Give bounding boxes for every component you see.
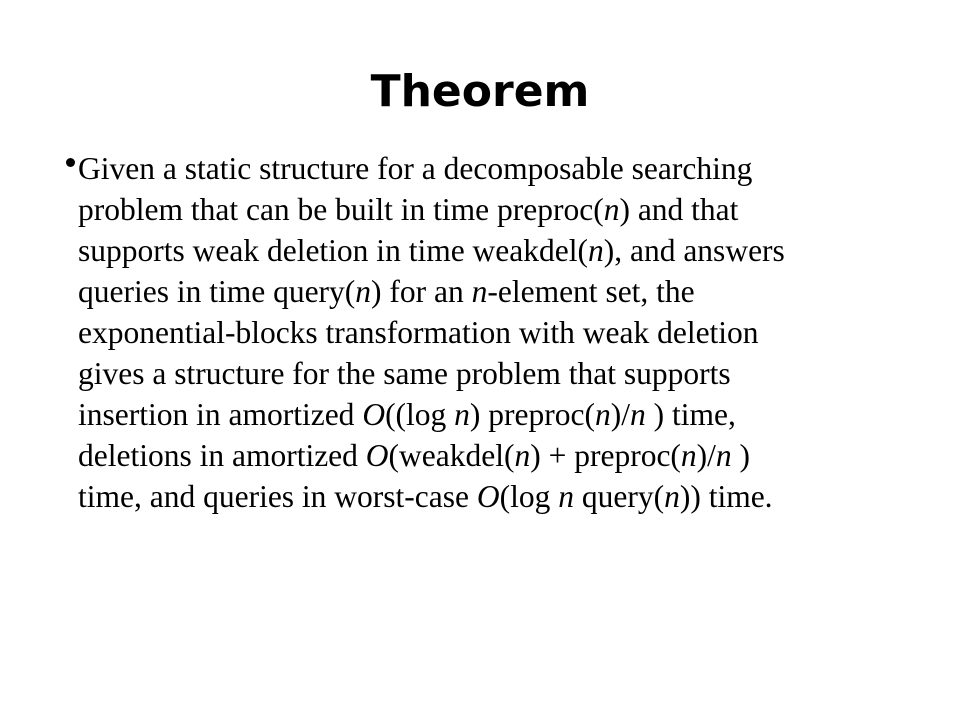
text-run: )/ xyxy=(610,397,630,432)
text-run: ) preproc( xyxy=(469,397,595,432)
theorem-statement xyxy=(72,148,926,517)
math-variable: n xyxy=(514,438,531,473)
bullet-item xyxy=(66,148,926,517)
text-run: -element set, the xyxy=(487,274,695,309)
math-variable: n xyxy=(454,397,470,432)
statement-line xyxy=(72,148,926,189)
text-run: exponential-blocks transformation with weak deletion xyxy=(78,315,759,350)
text-run: problem that can be built in time preproc( xyxy=(78,192,604,227)
math-variable: O xyxy=(476,479,500,514)
text-run: ) + preproc( xyxy=(530,438,681,473)
text-run: (weakdel( xyxy=(388,438,515,473)
statement-line xyxy=(72,435,926,476)
statement-line xyxy=(72,271,926,312)
text-run: query( xyxy=(574,479,665,514)
slide-title: Theorem xyxy=(370,66,590,117)
text-run: ((log xyxy=(385,397,455,432)
math-variable: n xyxy=(471,274,488,309)
text-run: insertion in amortized xyxy=(78,397,363,432)
text-run: Given a static structure for a decomposable searching xyxy=(78,151,753,186)
statement-line xyxy=(72,230,926,271)
math-variable: n xyxy=(680,438,697,473)
text-run: ) for an xyxy=(371,274,472,309)
math-variable: n xyxy=(355,274,372,309)
math-variable: n xyxy=(594,397,611,432)
statement-line xyxy=(72,353,926,394)
math-variable: O xyxy=(362,397,386,432)
text-run: gives a structure for the same problem that supports xyxy=(78,356,731,391)
math-variable: n xyxy=(558,479,574,514)
statement-line xyxy=(72,394,926,435)
text-run: supports weak deletion in time weakdel( xyxy=(78,233,588,268)
math-variable: n xyxy=(603,192,620,227)
text-run: ) time, xyxy=(645,397,736,432)
math-variable: n xyxy=(629,397,646,432)
math-variable: n xyxy=(664,479,680,514)
text-run: )/ xyxy=(696,438,716,473)
math-variable: O xyxy=(365,438,389,473)
text-run: time, and queries in worst-case xyxy=(78,479,477,514)
math-variable: n xyxy=(587,233,604,268)
statement-line xyxy=(72,476,926,517)
text-run: deletions in amortized xyxy=(78,438,366,473)
text-run: ), and answers xyxy=(603,233,785,268)
text-run: ) xyxy=(731,438,751,473)
statement-line xyxy=(72,189,926,230)
text-run: queries in time query( xyxy=(78,274,356,309)
text-run: (log xyxy=(499,479,559,514)
text-run: )) time. xyxy=(679,479,773,514)
statement-line xyxy=(72,312,926,353)
text-run: ) and that xyxy=(619,192,739,227)
math-variable: n xyxy=(715,438,732,473)
